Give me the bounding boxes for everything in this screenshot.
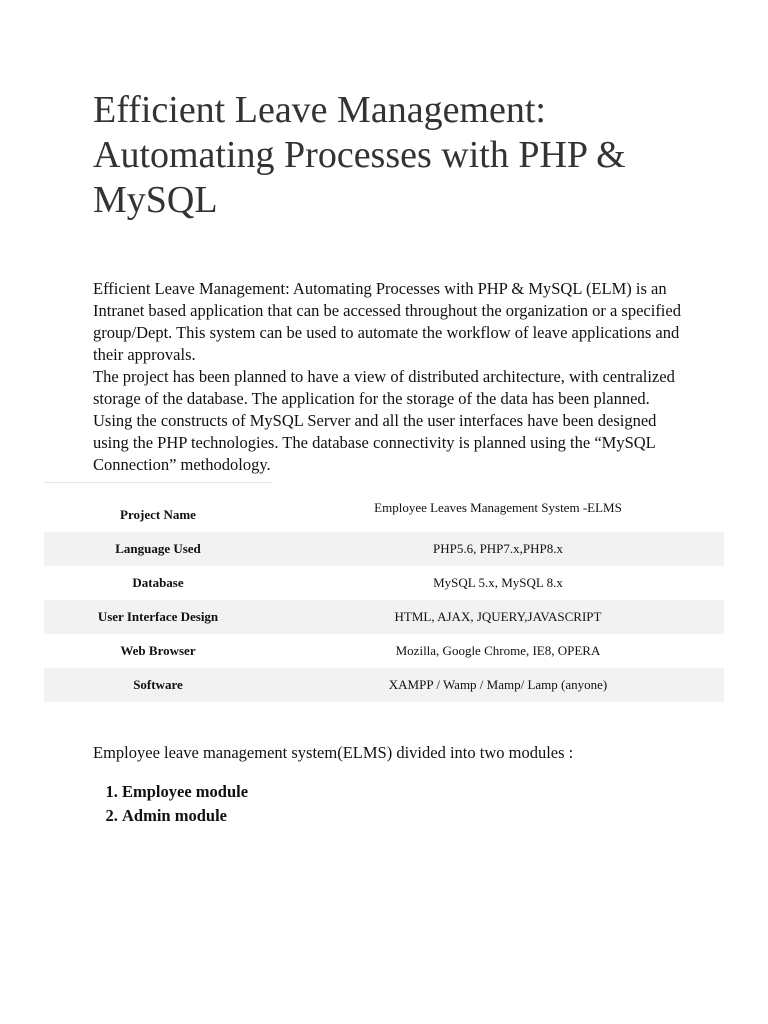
modules-list — [93, 780, 248, 828]
page-title: Efficient Leave Management: Automating Processes with PHP & MySQL — [93, 89, 626, 221]
table-row — [44, 566, 724, 600]
table-key-database: Database — [132, 575, 184, 590]
table-key-language: Language Used — [115, 541, 201, 556]
description-paragraph: Efficient Leave Management: Automating Processes with PHP & MySQL (ELM) is an Intranet based application that can be accessed throughout the organization or a specified group/Dept. This system can be used to automate the workflow of leave applications and their approvals. — [93, 279, 681, 364]
table-key-project-name: Project Name — [120, 507, 196, 522]
table-row — [44, 600, 724, 634]
description-paragraph: The project has been planned to have a view of distributed architecture, with centralized storage of the database. The application for the storage of the data has been planned. Using the constructs of MySQL Server and all the user interfaces have been designed using the PHP technologies. The database connectivity is planned using the “MySQL Connection” methodology. — [93, 367, 675, 474]
table-value-web-browser: Mozilla, Google Chrome, IE8, OPERA — [395, 643, 601, 658]
modules-intro-text: Employee leave management system(ELMS) divided into two modules : — [93, 743, 574, 762]
project-details-table — [44, 490, 724, 702]
table-value-ui-design: HTML, AJAX, JQUERY,JAVASCRIPT — [394, 609, 602, 624]
table-row — [44, 668, 724, 702]
table-value-language: PHP5.6, PHP7.x,PHP8.x — [432, 541, 564, 556]
table-top-divider — [44, 482, 272, 483]
table-key-web-browser: Web Browser — [120, 643, 196, 658]
list-item-employee-module: 1. Employee module — [122, 780, 248, 804]
description-text — [93, 278, 693, 476]
table-row — [44, 490, 724, 532]
table-key-ui-design: User Interface Design — [97, 609, 219, 624]
table-value-project-name: Employee Leaves Management System -ELMS — [374, 500, 622, 515]
table-row — [44, 532, 724, 566]
table-value-software: XAMPP / Wamp / Mamp/ Lamp (anyone) — [388, 677, 608, 692]
table-value-database: MySQL 5.x, MySQL 8.x — [433, 575, 563, 590]
table-row — [44, 634, 724, 668]
table-key-software: Software — [133, 677, 183, 692]
list-item-admin-module: 2. Admin module — [122, 804, 248, 828]
